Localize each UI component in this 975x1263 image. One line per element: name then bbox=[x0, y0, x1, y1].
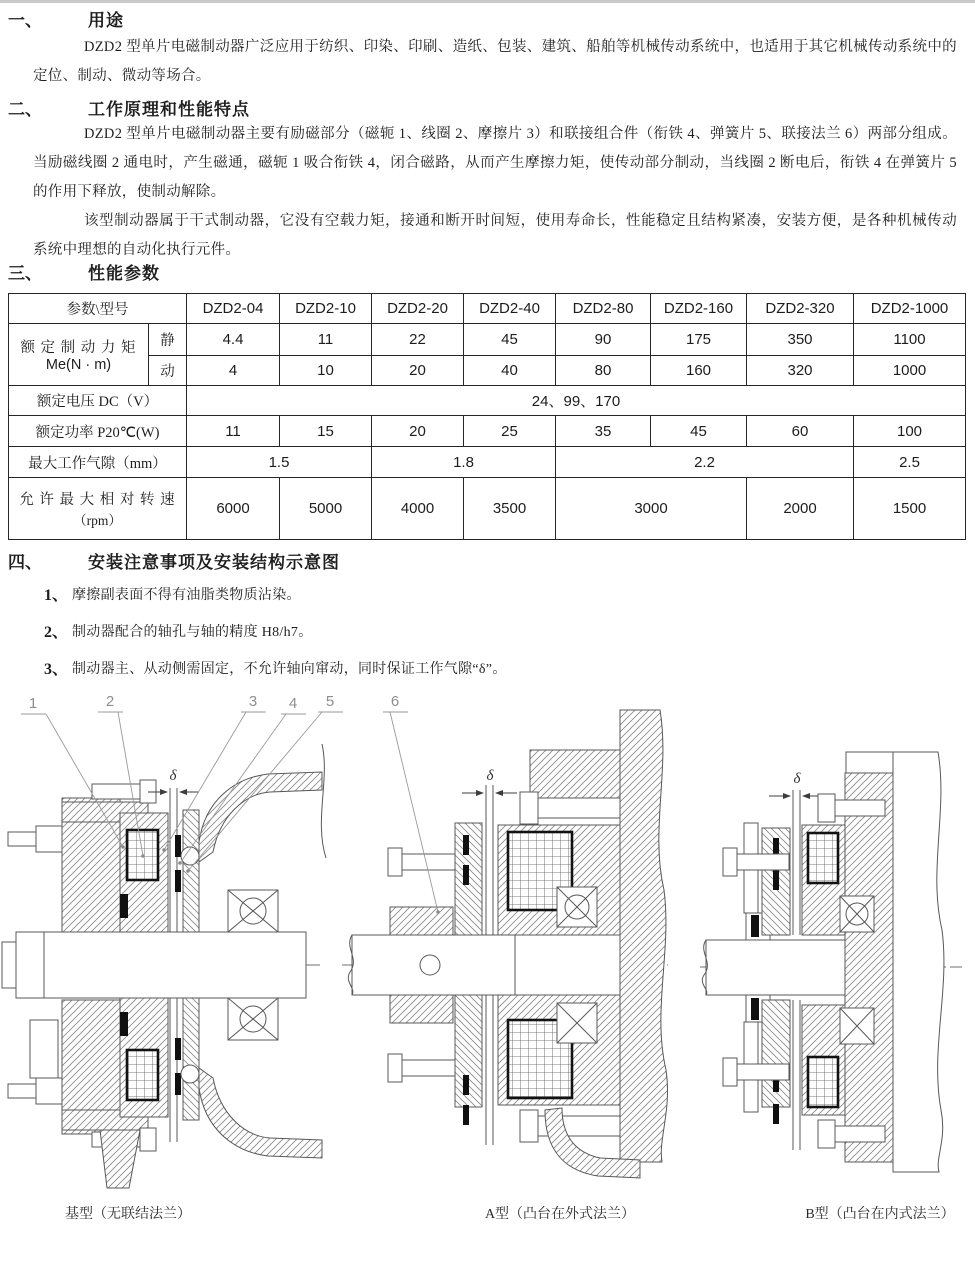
speed-label-line1: 允 许 最 大 相 对 转 速 bbox=[19, 492, 176, 508]
diagram-a-type bbox=[342, 710, 668, 1178]
caption-a-type: A型（凸台在外式法兰） bbox=[484, 1207, 636, 1222]
table-cell: 4.4 bbox=[187, 324, 280, 356]
callout-5: 5 bbox=[325, 693, 335, 710]
table-cell: 2000 bbox=[747, 478, 854, 540]
model-header: DZD2-320 bbox=[747, 294, 854, 324]
model-header: DZD2-04 bbox=[187, 294, 280, 324]
callout-1: 1 bbox=[28, 695, 38, 712]
table-cell: 15 bbox=[280, 416, 372, 447]
power-label-cell: 额定功率 P20℃(W) bbox=[9, 416, 187, 447]
table-row bbox=[9, 478, 966, 540]
model-header: DZD2-1000 bbox=[854, 294, 966, 324]
speed-label-line2: （rpm） bbox=[73, 513, 122, 528]
install-note-3-number: 3、 bbox=[44, 661, 69, 678]
install-note-2-number: 2、 bbox=[44, 624, 69, 641]
bearing bbox=[228, 998, 278, 1040]
table-cell: 20 bbox=[372, 356, 464, 386]
table-cell: 6000 bbox=[187, 478, 280, 540]
table-cell: 1000 bbox=[854, 356, 966, 386]
table-row bbox=[9, 386, 966, 416]
section-2-number: 二、 bbox=[8, 100, 42, 119]
air-gap-delta: δ bbox=[793, 771, 801, 787]
table-cell: 4000 bbox=[372, 478, 464, 540]
table-cell: 1100 bbox=[854, 324, 966, 356]
static-label: 静 bbox=[149, 324, 187, 356]
install-note-3-text: 制动器主、从动侧需固定，不允许轴向窜动，同时保证工作气隙“δ”。 bbox=[72, 662, 507, 677]
callout-2: 2 bbox=[105, 693, 115, 710]
section-1-title: 用途 bbox=[88, 11, 124, 30]
diagram-b-type bbox=[700, 752, 962, 1172]
section-1-paragraph: DZD2 型单片电磁制动器广泛应用于纺织、印染、印刷、造纸、包装、建筑、船舶等机械传动系统中，也适用于其它机械传动系统中的定位、制动、微动等场合。 bbox=[33, 39, 957, 84]
table-cell: 3500 bbox=[464, 478, 556, 540]
torque-label-cell bbox=[9, 324, 149, 386]
install-note-1-text: 摩擦副表面不得有油脂类物质沾染。 bbox=[72, 588, 301, 603]
table-cell: 35 bbox=[556, 416, 651, 447]
table-cell: 45 bbox=[464, 324, 556, 356]
table-row bbox=[9, 447, 966, 478]
torque-label-line2: Me(N · m) bbox=[45, 357, 112, 373]
callout-6: 6 bbox=[390, 693, 400, 710]
performance-table bbox=[8, 293, 966, 540]
model-header: DZD2-20 bbox=[372, 294, 464, 324]
table-cell: 1500 bbox=[854, 478, 966, 540]
armature bbox=[183, 810, 199, 932]
diagram-base-type bbox=[2, 744, 326, 1188]
table-cell: 25 bbox=[464, 416, 556, 447]
table-row bbox=[9, 324, 966, 356]
table-cell: 1.5 bbox=[187, 447, 372, 478]
section-4-number: 四、 bbox=[8, 553, 42, 572]
air-gap-delta: δ bbox=[169, 768, 177, 784]
coil bbox=[808, 833, 838, 883]
table-row bbox=[9, 416, 966, 447]
section-3-title: 性能参数 bbox=[88, 264, 160, 283]
table-cell: 2.5 bbox=[854, 447, 966, 478]
table-row bbox=[9, 294, 966, 324]
airgap-label-cell: 最大工作气隙（mm） bbox=[9, 447, 187, 478]
section-3-number: 三、 bbox=[8, 264, 42, 283]
table-cell: 1.8 bbox=[372, 447, 556, 478]
bearing bbox=[228, 890, 278, 932]
table-cell: 10 bbox=[280, 356, 372, 386]
section-1-number: 一、 bbox=[8, 11, 42, 30]
outer-flange-wall bbox=[620, 710, 668, 1162]
install-note-2-text: 制动器配合的轴孔与轴的精度 H8/h7。 bbox=[72, 625, 313, 640]
section-2-paragraph-1: DZD2 型单片电磁制动器主要有励磁部分（磁轭 1、线圈 2、摩擦片 3）和联接组合件（衔铁 4、弹簧片 5、联接法兰 6）两部分组成。当励磁线圈 2 通电时，产生磁通，磁轭 1 吸合衔铁 4，闭合磁路，从而产生摩擦力矩，使传动部分制动，当线圈 2 断电后，衔铁 4 在弹簧片 5 的作用下释放，使制动解除。 bbox=[33, 126, 957, 200]
model-header: DZD2-40 bbox=[464, 294, 556, 324]
table-cell: 11 bbox=[280, 324, 372, 356]
scan-edge bbox=[0, 0, 975, 3]
table-cell: 40 bbox=[464, 356, 556, 386]
table-cell: 80 bbox=[556, 356, 651, 386]
voltage-label-cell: 额定电压 DC（V） bbox=[9, 386, 187, 416]
table-cell: 22 bbox=[372, 324, 464, 356]
section-4-title: 安装注意事项及安装结构示意图 bbox=[88, 553, 340, 572]
air-gap-delta: δ bbox=[486, 768, 494, 784]
table-cell: 90 bbox=[556, 324, 651, 356]
table-cell: 2.2 bbox=[556, 447, 854, 478]
table-cell: 175 bbox=[651, 324, 747, 356]
table-cell: 100 bbox=[854, 416, 966, 447]
model-header: DZD2-160 bbox=[651, 294, 747, 324]
voltage-value-cell: 24、99、170 bbox=[187, 386, 966, 416]
table-cell: 4 bbox=[187, 356, 280, 386]
outer-flange-wall bbox=[845, 773, 893, 1162]
bearing bbox=[840, 1008, 874, 1044]
section-2-title: 工作原理和性能特点 bbox=[88, 100, 250, 119]
mounting-foot bbox=[100, 1130, 140, 1188]
installation-diagrams bbox=[0, 680, 975, 1195]
speed-label-cell bbox=[9, 478, 187, 540]
install-note-1-number: 1、 bbox=[44, 587, 69, 604]
callout-3: 3 bbox=[248, 693, 258, 710]
callout-4: 4 bbox=[288, 695, 298, 712]
table-cell: 60 bbox=[747, 416, 854, 447]
model-header: DZD2-10 bbox=[280, 294, 372, 324]
table-cell: 20 bbox=[372, 416, 464, 447]
caption-b-type: B型（凸台在内式法兰） bbox=[805, 1207, 955, 1222]
boss-flange bbox=[390, 907, 453, 935]
shaft bbox=[16, 932, 306, 998]
torque-label-line1: 额 定 制 动 力 矩 bbox=[20, 340, 137, 356]
caption-base-type: 基型（无联结法兰） bbox=[65, 1207, 191, 1222]
table-cell: 5000 bbox=[280, 478, 372, 540]
table-row bbox=[9, 356, 966, 386]
dynamic-label: 动 bbox=[149, 356, 187, 386]
table-cell: 160 bbox=[651, 356, 747, 386]
table-cell: 3000 bbox=[556, 478, 747, 540]
table-cell: 350 bbox=[747, 324, 854, 356]
table-cell: 45 bbox=[651, 416, 747, 447]
model-header: DZD2-80 bbox=[556, 294, 651, 324]
section-2-paragraph-2: 该型制动器属于干式制动器，它没有空载力矩，接通和断开时间短，使用寿命长，性能稳定且结构紧凑，安装方便，是各种机械传动系统中理想的自动化执行元件。 bbox=[33, 213, 957, 258]
bearing bbox=[557, 1003, 597, 1043]
bearing bbox=[557, 887, 597, 927]
table-cell: 320 bbox=[747, 356, 854, 386]
table-corner-cell: 参数\型号 bbox=[9, 294, 187, 324]
table-cell: 11 bbox=[187, 416, 280, 447]
bearing bbox=[840, 896, 874, 932]
